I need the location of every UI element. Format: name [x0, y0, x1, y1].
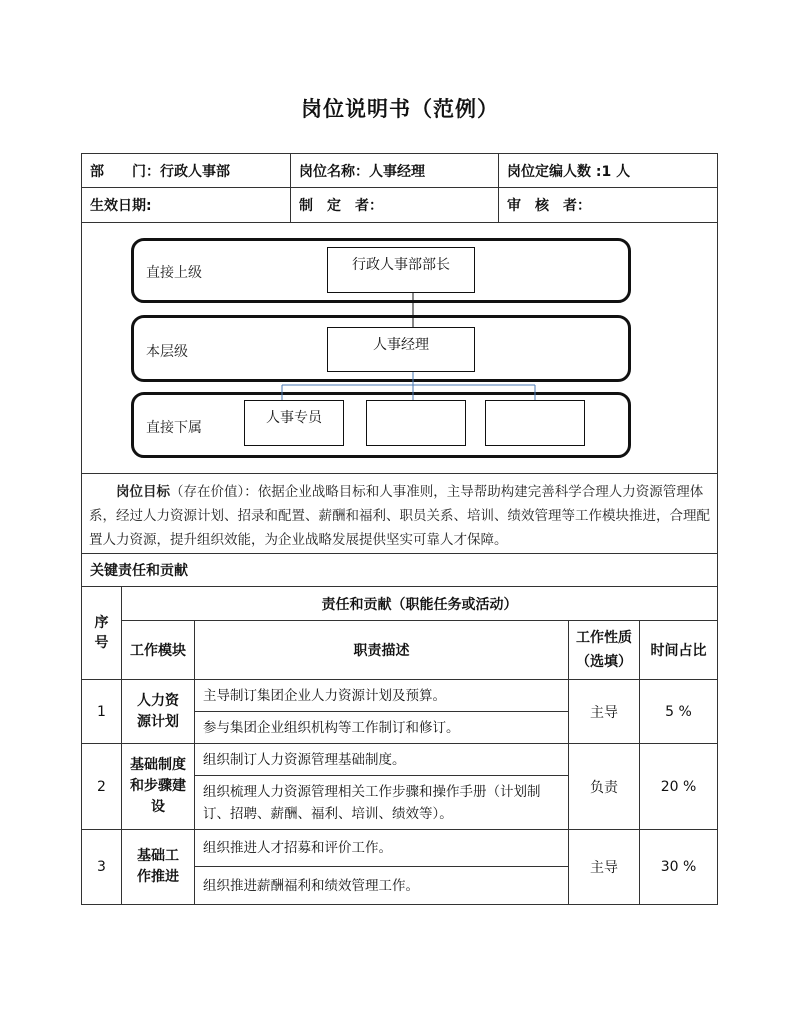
org-superior-box: 行政人事部部长: [327, 247, 475, 293]
row2-item2: 组织梳理人力资源管理相关工作步骤和操作手册（计划制订、招聘、薪酬、福利、培训、绩效等）。: [194, 775, 569, 830]
org-level-self-label: 本层级: [146, 344, 188, 360]
group-header: 责任和贡献（职能任务或活动）: [121, 586, 718, 621]
org-self-box: 人事经理: [327, 327, 475, 372]
position-cell: 岗位名称：人事经理: [290, 153, 499, 188]
author-cell: 制 定 者：: [290, 187, 499, 223]
row3-seq: 3: [81, 829, 122, 905]
col-ratio-header: 时间占比: [639, 620, 718, 680]
dept-cell: 部 门：行政人事部: [81, 153, 291, 188]
col-desc-header: 职责描述: [194, 620, 569, 680]
objective-paragraph: [89, 480, 711, 552]
row1-item2: 参与集团企业组织机构等工作制订和修订。: [194, 711, 569, 744]
row1-ratio: 5 %: [639, 679, 718, 744]
row2-ratio: 20 %: [639, 743, 718, 830]
row3-ratio: 30 %: [639, 829, 718, 905]
row2-module: 基础制度和步骤建设: [121, 743, 195, 830]
col-module-header: 工作模块: [121, 620, 195, 680]
org-connectors: [0, 0, 800, 480]
org-level-superior-label: 直接上级: [146, 265, 202, 281]
row2-nature: 负责: [568, 743, 640, 830]
org-level-sub-label: 直接下属: [146, 420, 202, 436]
row3-module: 基础工作推进: [121, 829, 195, 905]
row3-item2: 组织推进薪酬福利和绩效管理工作。: [194, 866, 569, 905]
row2-item1: 组织制订人力资源管理基础制度。: [194, 743, 569, 776]
col-nature-header: 工作性质（选填）: [568, 620, 640, 680]
document-title: 岗位说明书（范例）: [301, 97, 499, 121]
row1-seq: 1: [81, 679, 122, 744]
row3-nature: 主导: [568, 829, 640, 905]
row2-seq: 2: [81, 743, 122, 830]
headcount-cell: 岗位定编人数 :1 人: [498, 153, 718, 188]
effective-date-cell: 生效日期:: [81, 187, 291, 223]
row1-module: 人力资源计划: [121, 679, 195, 744]
row1-nature: 主导: [568, 679, 640, 744]
org-sub-box-1: 人事专员: [244, 400, 344, 446]
objective-text: （存在价值）：依据企业战略目标和人事准则，主导帮助构建完善科学合理人力资源管理体系，经过人力资源计划、招录和配置、薪酬和福利、职员关系、培训、绩效管理等工作模块推进，合理配置人力资源，提升组织效能，为企业战略发展提供坚实可靠人才保障。: [89, 484, 710, 548]
reviewer-cell: 审 核 者：: [498, 187, 718, 223]
row3-item1: 组织推进人才招募和评价工作。: [194, 829, 569, 867]
col-seq-header: 序号: [81, 586, 122, 680]
row1-item1: 主导制订集团企业人力资源计划及预算。: [194, 679, 569, 712]
objective-label: 岗位目标: [116, 484, 170, 500]
section-title: 关键责任和贡献: [81, 553, 718, 587]
